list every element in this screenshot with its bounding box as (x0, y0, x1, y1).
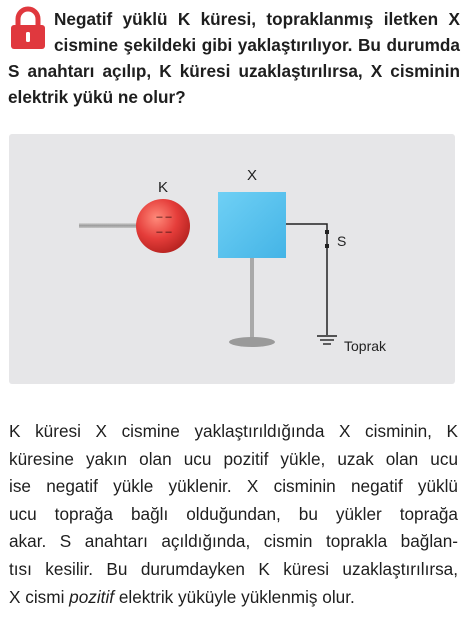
label-toprak: Toprak (344, 338, 387, 354)
k-charge-bottom: – – (156, 226, 172, 238)
answer-line: tısı kesilir. Bu durumdayken K küresi uzaklaştırılırsa, (9, 558, 458, 579)
answer-line: ucu toprağa bağlı olduğundan, bu yükler toprağa (9, 503, 458, 524)
conductor-stand (250, 258, 254, 338)
answer-last-after: elektrik yüküyle yüklenmiş olur. (114, 586, 355, 607)
answer-line: küresine yakın olan ucu pozitif yükle, uzak olan ucu (9, 448, 458, 469)
ground-wire (286, 224, 327, 230)
question-block (8, 6, 460, 110)
insulating-rod (79, 223, 141, 228)
label-s: S (337, 233, 347, 249)
label-k: K (157, 179, 169, 196)
label-x: X (246, 167, 258, 184)
ground-icon (317, 336, 337, 344)
circuit-figure (9, 134, 455, 384)
conductor-x (218, 192, 286, 258)
switch-contact-bottom (325, 244, 329, 248)
answer-italic-word: pozitif (69, 586, 115, 607)
circuit-diagram (9, 134, 455, 384)
stand-base (229, 337, 275, 347)
answer-paragraph (9, 418, 458, 611)
answer-line: ise negatif yükle yüklenir. X cisminin negatif yüklü (9, 476, 458, 497)
answer-last-line (9, 584, 458, 612)
question-text: Negatif yüklü K küresi, topraklanmış iletken X cismine şekildeki gibi yaklaştırılıyor. Bu durumda S anahtarı açılıp, K küresi uzaklaştırılırsa, X cisminin elektrik yükü ne olur? (8, 9, 460, 107)
switch-contact-top (325, 230, 329, 234)
k-charge-top: – – (156, 211, 172, 223)
answer-line: akar. S anahtarı açıldığında, cismin toprakla bağlan- (9, 531, 458, 552)
answer-last-before: X cismi (9, 586, 70, 607)
answer-line: K küresi X cismine yaklaştırıldığında X cisminin, K (9, 421, 458, 441)
lock-icon (8, 6, 48, 50)
